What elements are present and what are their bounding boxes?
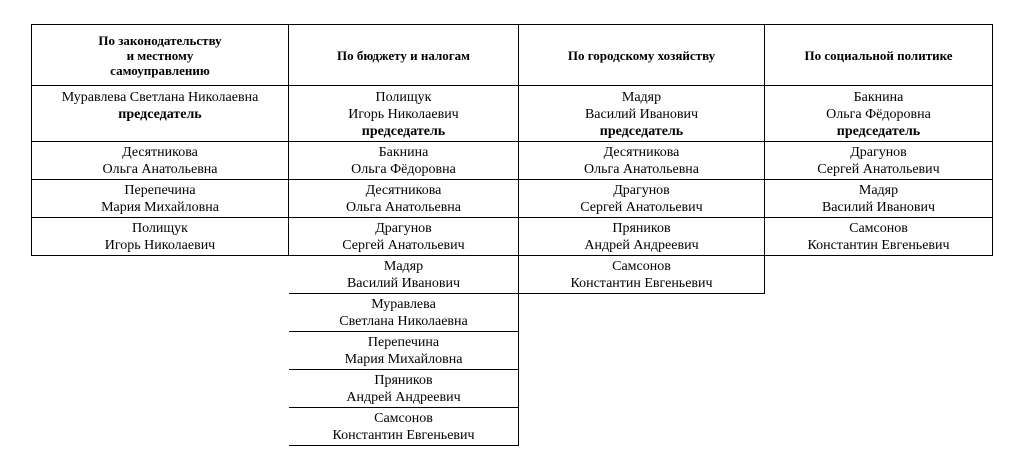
member-cell <box>32 142 289 180</box>
member-surname: Бакнина <box>853 90 904 105</box>
member-cell <box>289 256 519 294</box>
member-surname: Пряников <box>612 221 671 236</box>
member-surname: Полищук <box>375 90 432 105</box>
committee-column-city-economy <box>518 24 765 294</box>
member-surname: Самсонов <box>849 221 908 236</box>
column-header <box>519 25 765 86</box>
member-given-names: Ольга Фёдоровна <box>826 107 931 122</box>
header-line: По городскому хозяйству <box>567 47 716 63</box>
member-cell <box>289 370 519 408</box>
member-cell <box>289 294 519 332</box>
member-given-names: Сергей Анатольевич <box>817 162 940 177</box>
header-line: По социальной политике <box>804 47 953 63</box>
member-given-names: Сергей Анатольевич <box>342 238 465 253</box>
header-line: По законодательству <box>98 32 222 48</box>
column-header <box>765 25 993 86</box>
member-given-names: Игорь Николаевич <box>348 107 459 122</box>
member-cell <box>765 180 993 218</box>
member-given-names: Мария Михайловна <box>344 352 463 367</box>
member-cell <box>289 218 519 256</box>
member-given-names: Андрей Андреевич <box>584 238 699 253</box>
member-given-names: Василий Иванович <box>584 107 699 122</box>
member-surname: Пряников <box>374 373 433 388</box>
member-given-names: Константин Евгеньевич <box>570 276 713 291</box>
column-header <box>32 25 289 86</box>
member-given-names: Василий Иванович <box>821 200 936 215</box>
member-cell <box>32 218 289 256</box>
member-cell <box>519 218 765 256</box>
member-given-names: Светлана Николаевна <box>339 314 468 329</box>
member-cell <box>765 218 993 256</box>
member-given-names: Сергей Анатольевич <box>580 200 703 215</box>
member-cell <box>519 142 765 180</box>
member-surname: Мадяр <box>383 259 424 274</box>
member-given-names: Василий Иванович <box>346 276 461 291</box>
member-surname: Самсонов <box>374 411 433 426</box>
member-surname: Мадяр <box>858 183 899 198</box>
member-cell <box>289 332 519 370</box>
member-surname: Перепечина <box>367 335 440 350</box>
member-surname: Десятникова <box>122 145 198 160</box>
member-cell <box>519 256 765 294</box>
committee-column-social-policy <box>765 24 993 256</box>
member-surname: Муравлева <box>371 297 436 312</box>
member-surname: Мадяр <box>621 90 662 105</box>
member-cell <box>32 180 289 218</box>
member-given-names: Мария Михайловна <box>101 200 219 215</box>
committee-column-legislation <box>31 24 289 256</box>
member-given-names: Ольга Анатольевна <box>583 162 700 177</box>
member-surname: Драгунов <box>850 145 907 160</box>
member-surname: Драгунов <box>375 221 432 236</box>
member-given-names: Ольга Анатольевна <box>345 200 462 215</box>
chair-role: председатель <box>118 107 202 122</box>
column-header <box>289 25 519 86</box>
member-cell <box>519 180 765 218</box>
committee-column-budget <box>289 24 519 446</box>
member-cell-chair <box>289 86 519 142</box>
member-given-names: Игорь Николаевич <box>104 238 216 253</box>
chair-role: председатель <box>599 124 684 139</box>
header-line: самоуправлению <box>110 62 210 78</box>
member-surname: Драгунов <box>613 183 670 198</box>
member-cell <box>289 408 519 446</box>
member-cell <box>289 180 519 218</box>
member-cell <box>289 142 519 180</box>
chair-role: председатель <box>836 124 921 139</box>
member-surname: Перепечина <box>124 183 196 198</box>
member-surname: Самсонов <box>612 259 671 274</box>
header-line: и местному <box>126 47 194 63</box>
member-given-names: Ольга Фёдоровна <box>351 162 456 177</box>
header-line: По бюджету и налогам <box>336 47 470 63</box>
member-surname: Десятникова <box>603 145 680 160</box>
member-cell-chair <box>765 86 993 142</box>
member-surname: Полищук <box>132 221 188 236</box>
member-given-names: Константин Евгеньевич <box>807 238 950 253</box>
member-cell-chair <box>519 86 765 142</box>
member-given-names: Константин Евгеньевич <box>332 428 475 443</box>
member-given-names: Ольга Анатольевна <box>102 162 218 177</box>
member-name: Муравлева Светлана Николаевна <box>61 90 259 105</box>
chair-role: председатель <box>361 124 446 139</box>
member-surname: Десятникова <box>365 183 442 198</box>
member-surname: Бакнина <box>378 145 429 160</box>
member-cell <box>765 142 993 180</box>
member-given-names: Андрей Андреевич <box>346 390 461 405</box>
member-cell-chair <box>32 86 289 142</box>
